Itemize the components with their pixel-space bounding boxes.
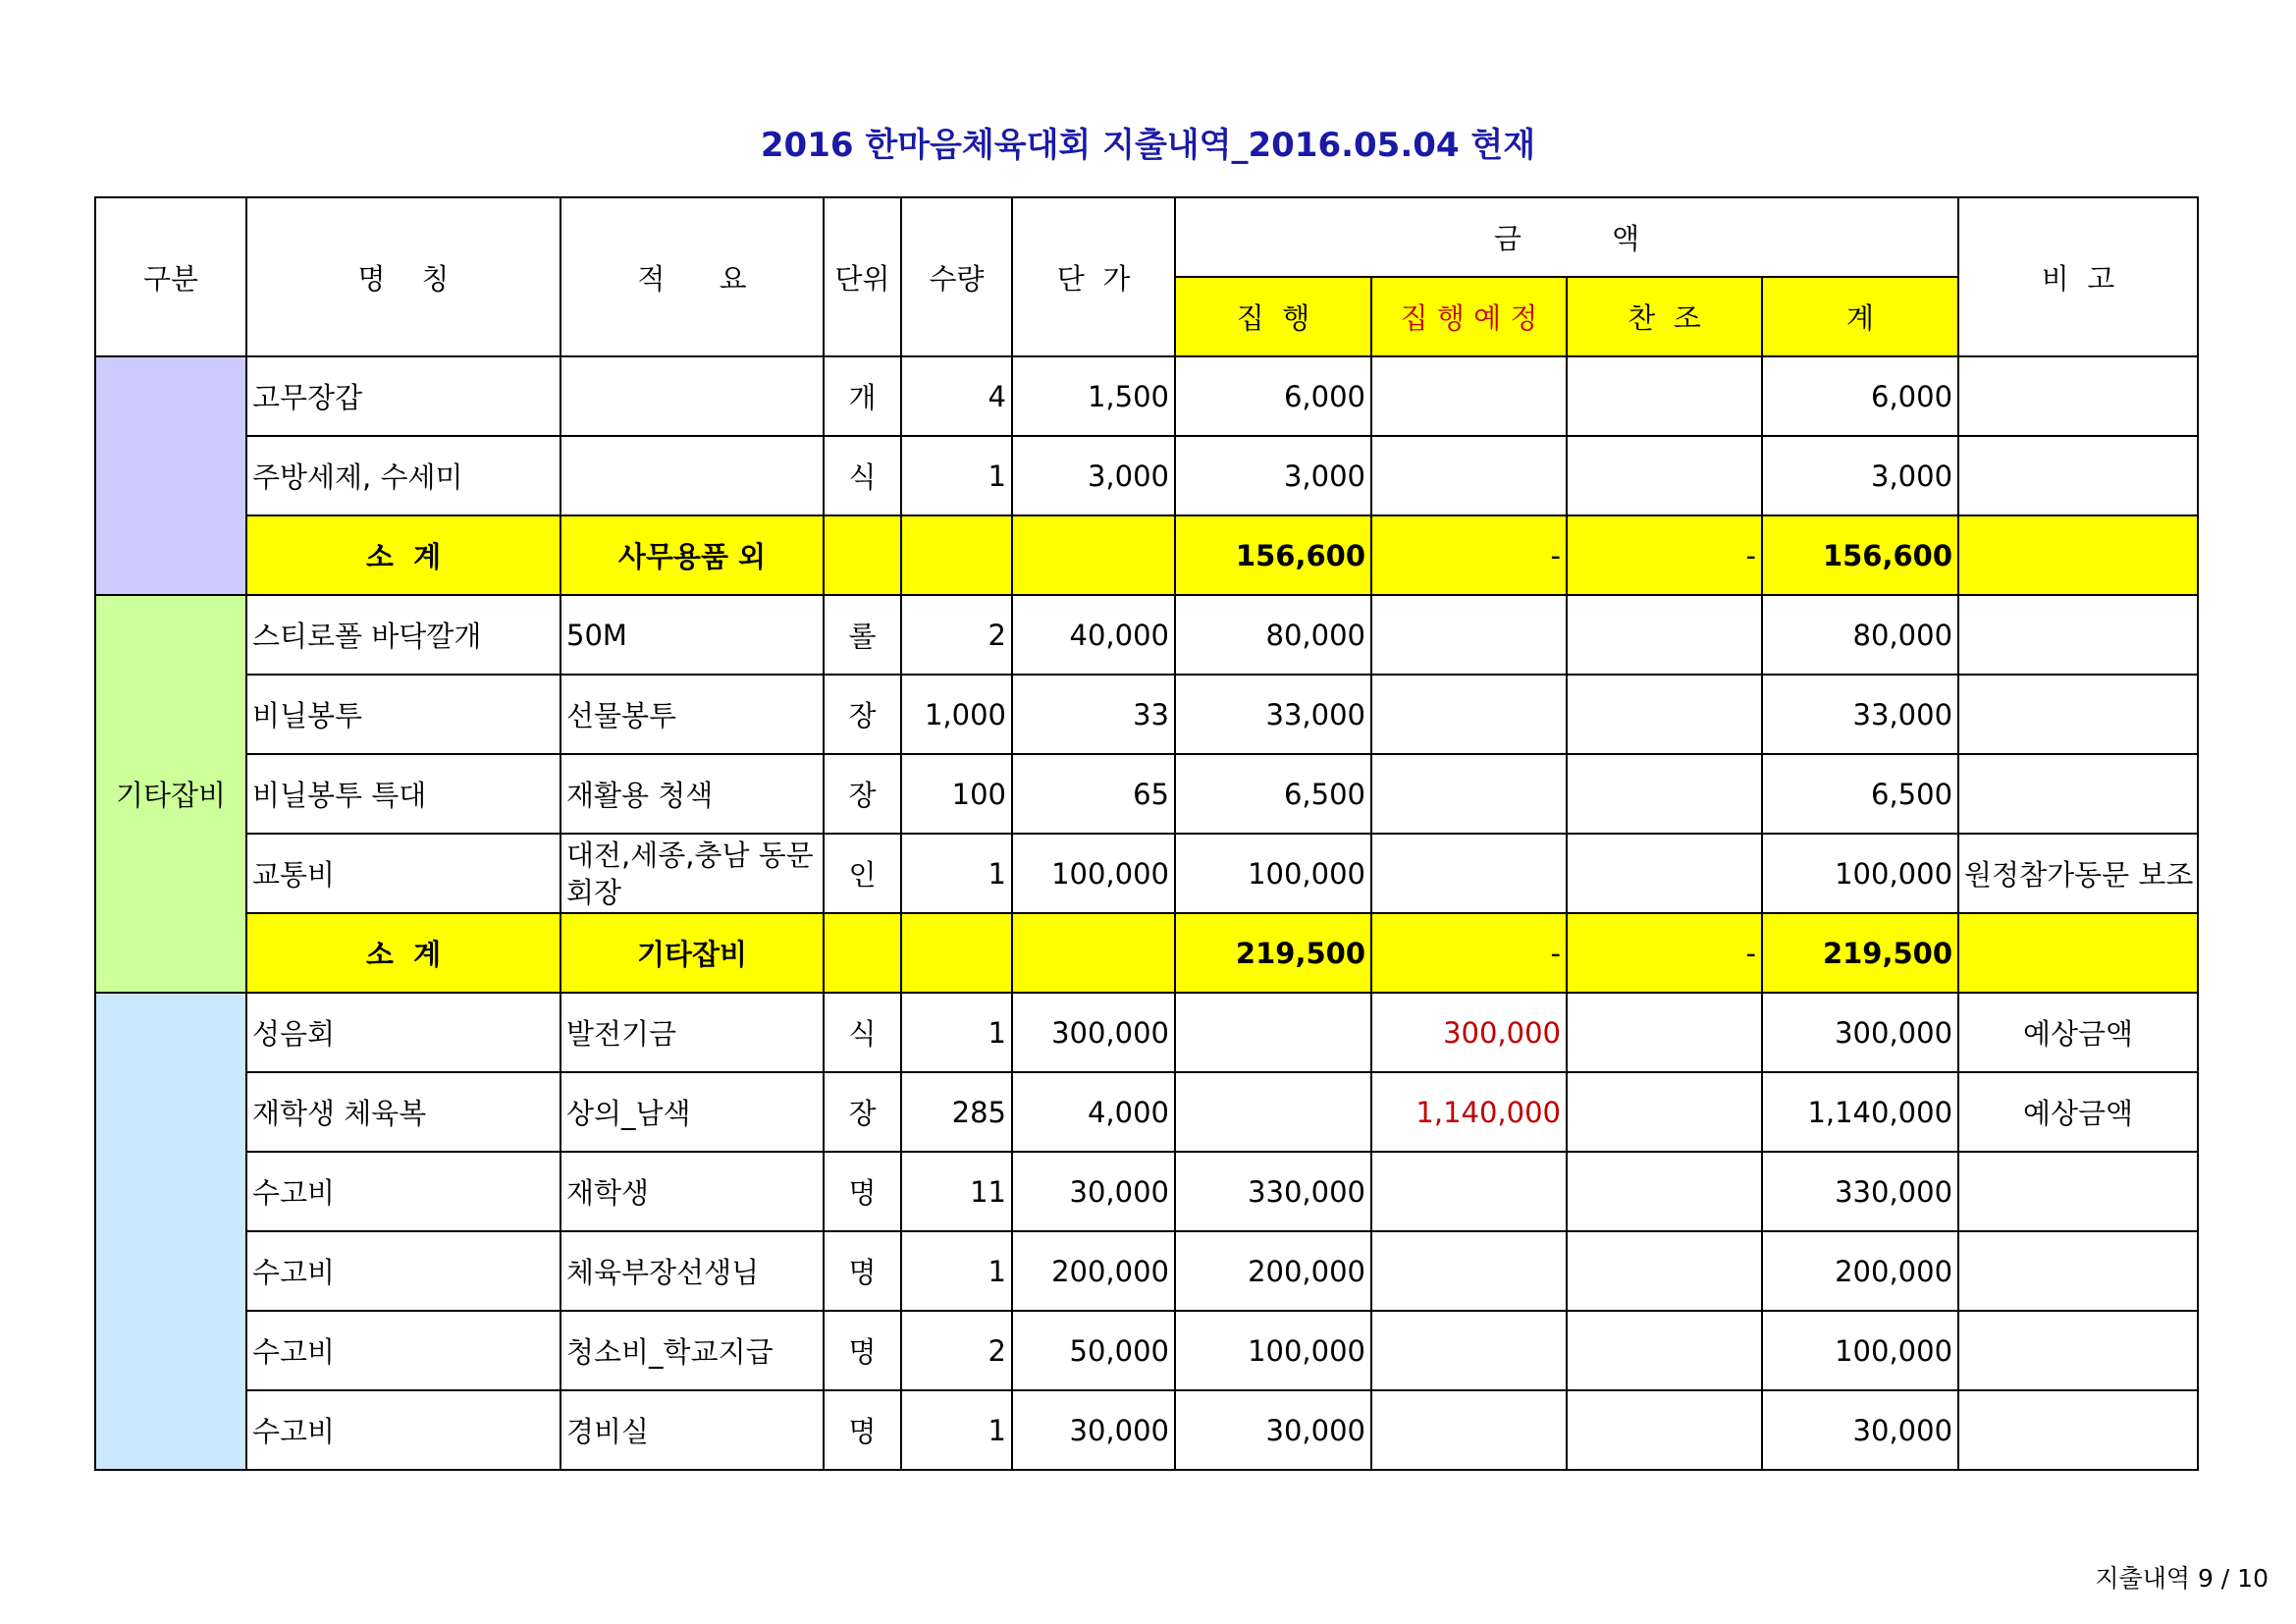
subtotal-total: 219,500 [1762,913,1958,993]
item-planned [1371,754,1567,834]
item-sponsor [1567,436,1762,515]
item-sponsor [1567,754,1762,834]
item-qty: 1 [901,1390,1012,1470]
subtotal-row [95,515,2198,595]
table-row [95,754,2198,834]
item-desc: 경비실 [561,1390,824,1470]
item-planned [1371,675,1567,754]
item-desc: 체육부장선생님 [561,1231,824,1311]
item-planned [1371,1152,1567,1231]
table-row [95,1231,2198,1311]
item-planned [1371,356,1567,436]
item-total: 100,000 [1762,1311,1958,1390]
category-cell: 기타잡비 [95,595,246,993]
item-note [1958,595,2198,675]
item-note: 예상금액 [1958,993,2198,1072]
item-note [1958,1152,2198,1231]
item-sponsor [1567,1311,1762,1390]
item-price: 200,000 [1012,1231,1175,1311]
item-sponsor [1567,1072,1762,1152]
item-note [1958,675,2198,754]
item-executed: 30,000 [1175,1390,1371,1470]
item-unit: 식 [824,993,901,1072]
item-executed: 100,000 [1175,1311,1371,1390]
item-total: 100,000 [1762,834,1958,913]
item-executed: 100,000 [1175,834,1371,913]
subtotal-row [95,913,2198,993]
item-executed [1175,1072,1371,1152]
header-name: 명 칭 [246,197,561,356]
subtotal-planned: - [1371,515,1567,595]
item-qty: 1 [901,1231,1012,1311]
item-sponsor [1567,675,1762,754]
item-total: 1,140,000 [1762,1072,1958,1152]
item-price: 30,000 [1012,1152,1175,1231]
category-cell [95,356,246,595]
item-price: 1,500 [1012,356,1175,436]
item-price: 40,000 [1012,595,1175,675]
item-desc [561,436,824,515]
item-name: 수고비 [246,1152,561,1231]
item-note [1958,1231,2198,1311]
item-planned [1371,1311,1567,1390]
item-qty: 4 [901,356,1012,436]
table-row [95,356,2198,436]
header-note: 비 고 [1958,197,2198,356]
item-sponsor [1567,1390,1762,1470]
item-name: 성음회 [246,993,561,1072]
item-desc: 발전기금 [561,993,824,1072]
item-sponsor [1567,1231,1762,1311]
item-unit: 개 [824,356,901,436]
item-name: 재학생 체육복 [246,1072,561,1152]
item-qty: 2 [901,595,1012,675]
subtotal-note [1958,515,2198,595]
header-price: 단 가 [1012,197,1175,356]
item-note [1958,754,2198,834]
item-name: 수고비 [246,1311,561,1390]
subtotal-desc: 기타잡비 [561,913,824,993]
item-price: 33 [1012,675,1175,754]
item-total: 200,000 [1762,1231,1958,1311]
header-unit: 단위 [824,197,901,356]
item-unit: 인 [824,834,901,913]
item-executed: 6,500 [1175,754,1371,834]
subtotal-sponsor: - [1567,515,1762,595]
item-unit: 명 [824,1311,901,1390]
item-desc: 대전,세종,충남 동문회장 [561,834,824,913]
item-qty: 285 [901,1072,1012,1152]
subtotal-sponsor: - [1567,913,1762,993]
table-row [95,675,2198,754]
item-planned: 1,140,000 [1371,1072,1567,1152]
header-planned: 집 행 예 정 [1371,277,1567,356]
table-row [95,834,2198,913]
header-qty: 수량 [901,197,1012,356]
item-desc [561,356,824,436]
item-qty: 11 [901,1152,1012,1231]
header-sponsor: 찬 조 [1567,277,1762,356]
item-unit: 명 [824,1390,901,1470]
item-unit: 명 [824,1231,901,1311]
item-name: 비닐봉투 [246,675,561,754]
subtotal-total: 156,600 [1762,515,1958,595]
item-total: 30,000 [1762,1390,1958,1470]
item-total: 6,000 [1762,356,1958,436]
subtotal-executed: 156,600 [1175,515,1371,595]
item-planned [1371,834,1567,913]
item-total: 330,000 [1762,1152,1958,1231]
header-amount: 금 액 [1175,197,1958,277]
item-name: 비닐봉투 특대 [246,754,561,834]
item-unit: 장 [824,754,901,834]
item-executed: 330,000 [1175,1152,1371,1231]
subtotal-unit [824,913,901,993]
page-title: 2016 한마음체육대회 지출내역_2016.05.04 현재 [760,126,1536,165]
header-row-1 [95,197,2198,277]
item-price: 4,000 [1012,1072,1175,1152]
item-executed: 200,000 [1175,1231,1371,1311]
item-unit: 장 [824,1072,901,1152]
item-executed [1175,993,1371,1072]
item-total: 33,000 [1762,675,1958,754]
item-planned [1371,595,1567,675]
subtotal-price [1012,913,1175,993]
item-total: 3,000 [1762,436,1958,515]
item-price: 50,000 [1012,1311,1175,1390]
table-row [95,595,2198,675]
subtotal-planned: - [1371,913,1567,993]
item-note [1958,356,2198,436]
item-name: 수고비 [246,1390,561,1470]
item-desc: 재활용 청색 [561,754,824,834]
subtotal-note [1958,913,2198,993]
header-desc: 적 요 [561,197,824,356]
item-price: 30,000 [1012,1390,1175,1470]
item-note: 예상금액 [1958,1072,2198,1152]
item-sponsor [1567,993,1762,1072]
item-sponsor [1567,834,1762,913]
item-total: 300,000 [1762,993,1958,1072]
subtotal-desc: 사무용품 외 [561,515,824,595]
subtotal-unit [824,515,901,595]
item-sponsor [1567,356,1762,436]
subtotal-qty [901,515,1012,595]
table-row [95,993,2198,1072]
item-unit: 명 [824,1152,901,1231]
item-name: 주방세제, 수세미 [246,436,561,515]
item-name: 수고비 [246,1231,561,1311]
table-row [95,1072,2198,1152]
item-planned: 300,000 [1371,993,1567,1072]
header-category: 구분 [95,197,246,356]
subtotal-label: 소 계 [246,913,561,993]
header-total: 계 [1762,277,1958,356]
item-sponsor [1567,1152,1762,1231]
subtotal-executed: 219,500 [1175,913,1371,993]
item-qty: 1 [901,436,1012,515]
item-executed: 33,000 [1175,675,1371,754]
item-name: 교통비 [246,834,561,913]
item-desc: 상의_남색 [561,1072,824,1152]
table-row [95,1390,2198,1470]
item-qty: 1,000 [901,675,1012,754]
item-price: 3,000 [1012,436,1175,515]
item-price: 100,000 [1012,834,1175,913]
item-unit: 식 [824,436,901,515]
item-note [1958,1311,2198,1390]
item-executed: 3,000 [1175,436,1371,515]
item-note [1958,1390,2198,1470]
item-executed: 6,000 [1175,356,1371,436]
item-unit: 장 [824,675,901,754]
item-desc: 선물봉투 [561,675,824,754]
subtotal-qty [901,913,1012,993]
subtotal-label: 소 계 [246,515,561,595]
item-qty: 1 [901,834,1012,913]
subtotal-price [1012,515,1175,595]
item-price: 300,000 [1012,993,1175,1072]
header-executed: 집 행 [1175,277,1371,356]
item-qty: 1 [901,993,1012,1072]
page-footer: 지출내역 9 / 10 [2095,1564,2269,1593]
category-cell [95,993,246,1470]
table-row [95,1311,2198,1390]
table-row [95,1152,2198,1231]
item-desc: 50M [561,595,824,675]
item-executed: 80,000 [1175,595,1371,675]
item-planned [1371,1231,1567,1311]
item-qty: 100 [901,754,1012,834]
item-desc: 재학생 [561,1152,824,1231]
expense-table [94,196,2199,1471]
item-note [1958,436,2198,515]
item-price: 65 [1012,754,1175,834]
item-sponsor [1567,595,1762,675]
table-row [95,436,2198,515]
item-planned [1371,1390,1567,1470]
item-name: 스티로폴 바닥깔개 [246,595,561,675]
item-name: 고무장갑 [246,356,561,436]
item-unit: 롤 [824,595,901,675]
item-note: 원정참가동문 보조 [1958,834,2198,913]
item-desc: 청소비_학교지급 [561,1311,824,1390]
item-total: 6,500 [1762,754,1958,834]
item-qty: 2 [901,1311,1012,1390]
item-total: 80,000 [1762,595,1958,675]
item-planned [1371,436,1567,515]
